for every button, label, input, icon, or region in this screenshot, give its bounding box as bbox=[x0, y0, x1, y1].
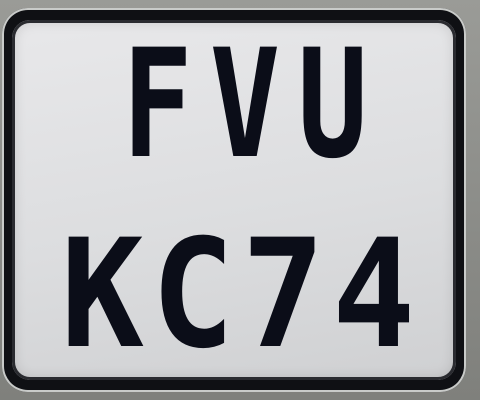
plate-line-1: FVU bbox=[122, 18, 385, 192]
license-plate bbox=[2, 8, 466, 392]
plate-line-2: KC74 bbox=[60, 208, 423, 382]
